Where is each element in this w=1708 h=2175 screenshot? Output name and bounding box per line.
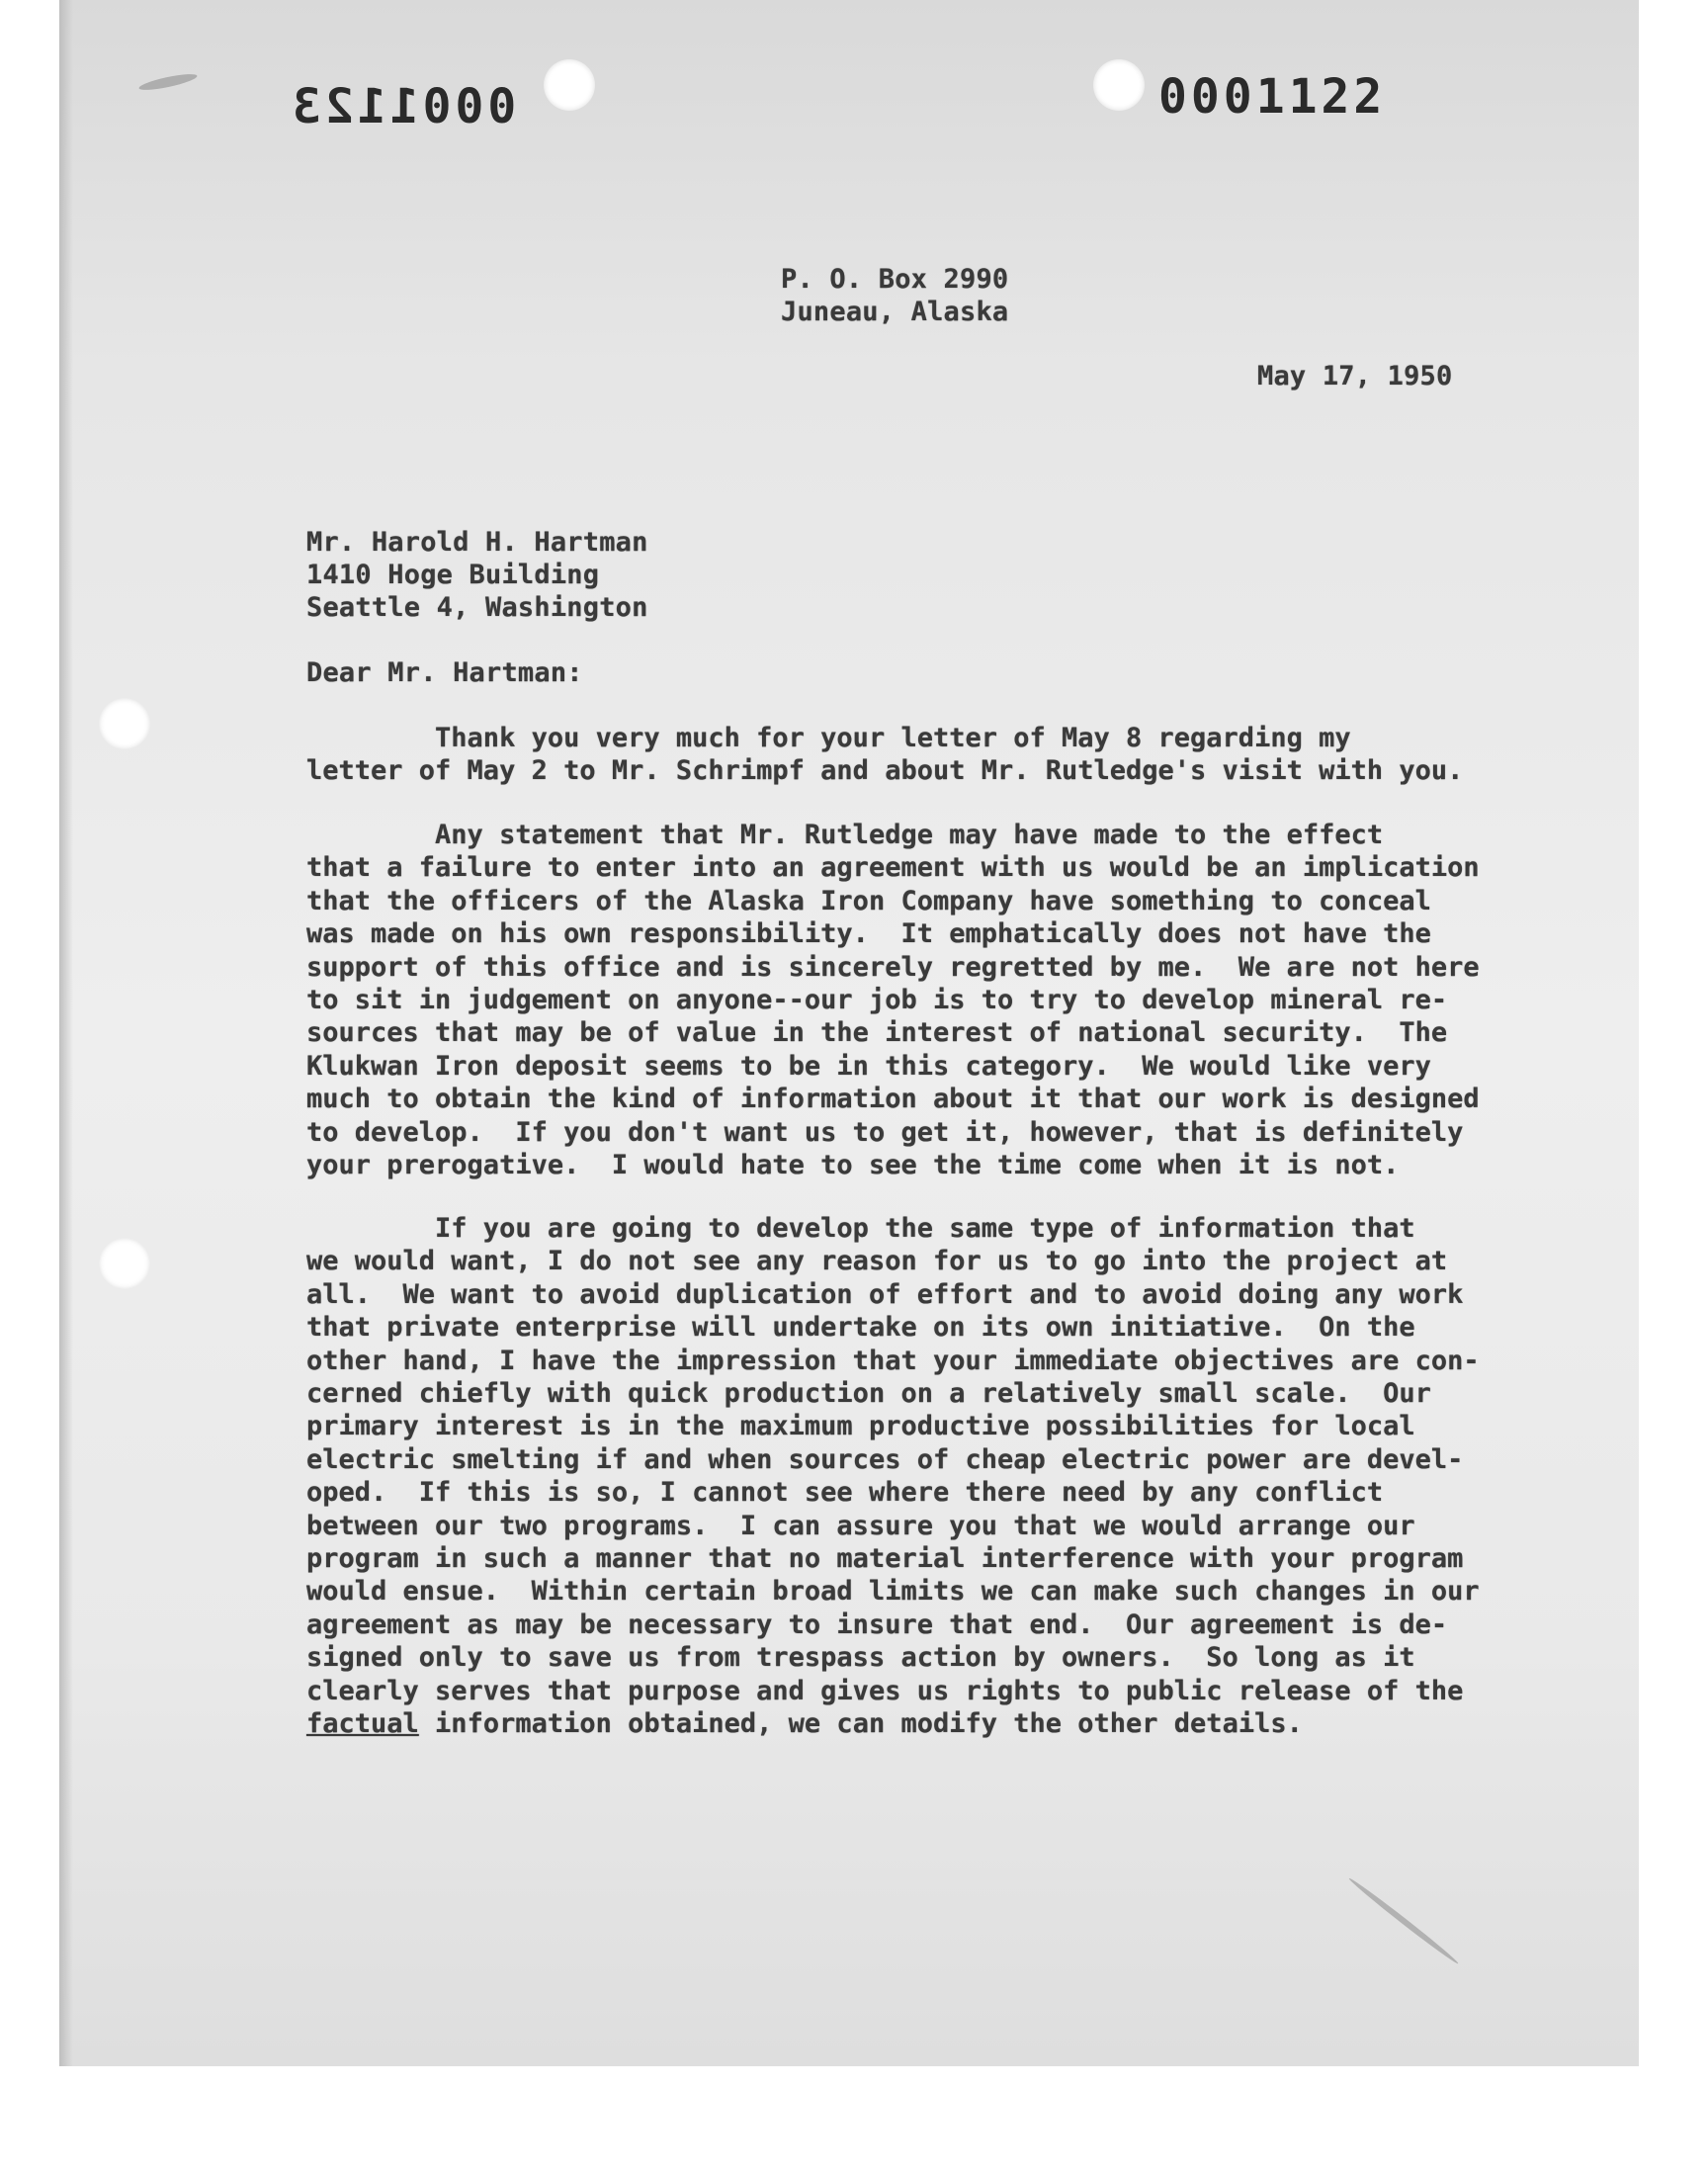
- recipient-line1: Mr. Harold H. Hartman: [306, 527, 648, 558]
- underlined-word-factual: factual: [306, 1708, 419, 1740]
- paragraph-line: primary interest is in the maximum productive possibilities for local: [306, 1411, 1415, 1442]
- paragraph-line: would ensue. Within certain broad limits we can make such changes in our: [306, 1576, 1480, 1608]
- paragraph-last-line: [306, 1707, 1480, 1740]
- ink-smudge: [1347, 1876, 1460, 1966]
- punch-hole-top-left: [544, 59, 595, 111]
- paragraph-line: to develop. If you don't want us to get it, however, that is definitely: [306, 1116, 1464, 1148]
- salutation: Dear Mr. Hartman:: [306, 657, 583, 688]
- paragraph-line: other hand, I have the impression that your immediate objectives are con-: [306, 1345, 1480, 1376]
- paragraph-line: much to obtain the kind of information about it that our work is designed: [306, 1084, 1480, 1115]
- letter-page: [59, 0, 1639, 2066]
- paragraph-line: agreement as may be necessary to insure that end. Our agreement is de-: [306, 1609, 1448, 1640]
- punch-hole-top-right: [1093, 59, 1145, 111]
- paragraph-line: signed only to save us from trespass action by owners. So long as it: [306, 1642, 1415, 1674]
- recipient-line2: 1410 Hoge Building: [306, 560, 600, 590]
- page-edge-shadow: [59, 0, 73, 2066]
- paragraph-line: clearly serves that purpose and gives us rights to public release of the: [306, 1675, 1464, 1706]
- paragraph-line: program in such a manner that no material interference with your program: [306, 1543, 1464, 1575]
- paragraph-line: we would want, I do not see any reason for us to go into the project at: [306, 1246, 1448, 1277]
- document-stamp-left: 0001123: [289, 79, 517, 134]
- sender-address-line2: Juneau, Alaska: [781, 297, 1009, 327]
- sender-address-line1: P. O. Box 2990: [781, 264, 1009, 295]
- paragraph-line: Klukwan Iron deposit seems to be in this category. We would like very: [306, 1050, 1431, 1082]
- paragraph-line: Thank you very much for your letter of May 8 regarding my: [306, 723, 1351, 753]
- document-stamp-right: 0001122: [1158, 69, 1387, 125]
- paragraph-line: your prerogative. I would hate to see the time come when it is not.: [306, 1150, 1400, 1181]
- paragraph-line: If you are going to develop the same type of information that: [306, 1213, 1415, 1244]
- paragraph-line: support of this office and is sincerely regretted by me. We are not here: [306, 951, 1480, 983]
- punch-hole-middle: [99, 698, 150, 749]
- recipient-line3: Seattle 4, Washington: [306, 592, 648, 623]
- paragraph-3: [306, 1212, 1480, 1741]
- paragraph-line: to sit in judgement on anyone--our job is to try to develop mineral re-: [306, 985, 1448, 1016]
- paragraph-2: [306, 819, 1480, 1181]
- letter-date: May 17, 1950: [1257, 361, 1453, 392]
- paragraph-1: [306, 722, 1463, 788]
- last-line-rest: information obtained, we can modify the other details.: [418, 1708, 1303, 1740]
- paragraph-line: Any statement that Mr. Rutledge may have made to the effect: [306, 820, 1384, 850]
- paragraph-line: sources that may be of value in the interest of national security. The: [306, 1017, 1448, 1049]
- ink-smudge: [138, 71, 199, 93]
- paragraph-line: between our two programs. I can assure you that we would arrange our: [306, 1510, 1415, 1541]
- paragraph-line: cerned chiefly with quick production on a relatively small scale. Our: [306, 1378, 1431, 1410]
- paragraph-line: all. We want to avoid duplication of effort and to avoid doing any work: [306, 1278, 1464, 1310]
- paragraph-line: that a failure to enter into an agreement with us would be an implication: [306, 852, 1480, 884]
- paragraph-line: that private enterprise will undertake on its own initiative. On the: [306, 1312, 1415, 1344]
- paragraph-line: electric smelting if and when sources of cheap electric power are devel-: [306, 1443, 1464, 1475]
- paragraph-line: oped. If this is so, I cannot see where there need by any conflict: [306, 1477, 1384, 1509]
- paragraph-line: that the officers of the Alaska Iron Company have something to conceal: [306, 885, 1431, 916]
- paragraph-line: was made on his own responsibility. It emphatically does not have the: [306, 918, 1431, 950]
- paragraph-line: letter of May 2 to Mr. Schrimpf and about Mr. Rutledge's visit with you.: [306, 755, 1464, 787]
- punch-hole-lower: [99, 1238, 150, 1289]
